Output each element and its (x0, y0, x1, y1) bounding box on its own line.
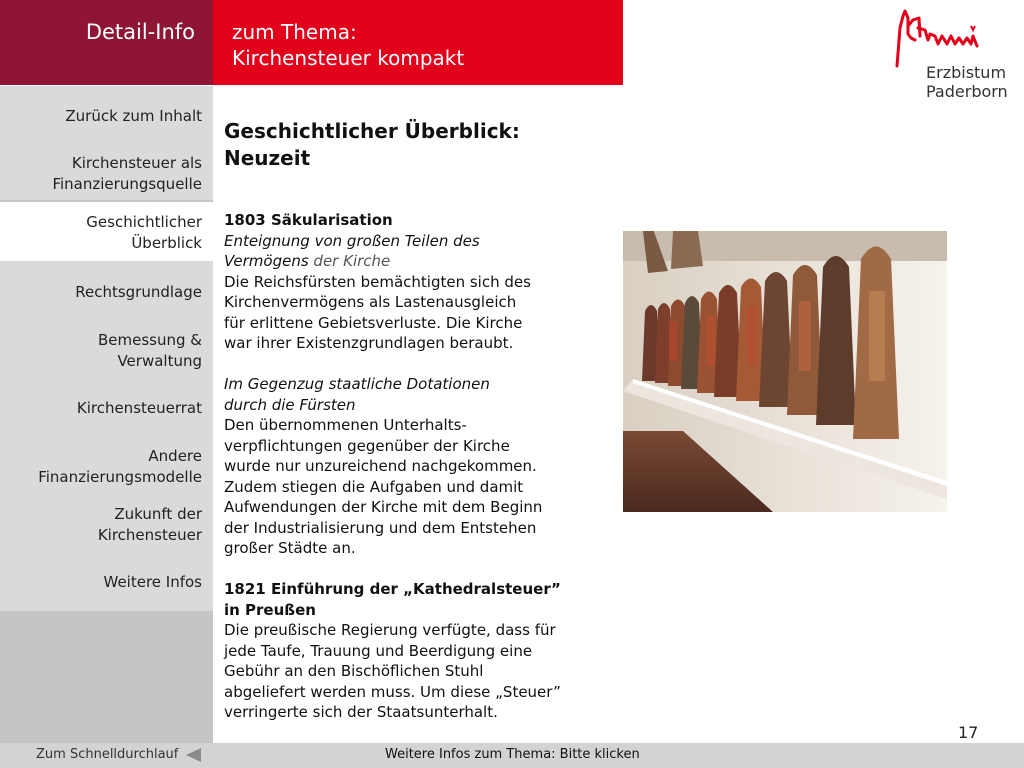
section3-text-line: Gebühr an den Bischöflichen Stuhl (224, 662, 484, 680)
section1-subheading-part-b: der Kirche (313, 252, 391, 270)
logo-mark-icon (893, 8, 983, 68)
sidebar-item-andere-finanzierungsmodelle[interactable] (0, 435, 213, 493)
logo-text-line1: Erzbistum (926, 63, 1007, 82)
section1-subheading-line2 (224, 251, 619, 272)
sidebar-item-zukunft-der-kirchensteuer[interactable] (0, 493, 213, 551)
section2-text-line: großer Städte an. (224, 539, 356, 557)
sidebar-item-bemessung-verwaltung[interactable] (0, 319, 213, 377)
section1-heading: 1803 Säkularisation (224, 211, 393, 229)
section2-text-line: Aufwendungen der Kirche mit dem Beginn (224, 498, 543, 516)
page-title (224, 118, 614, 172)
section3-text-line: abgeliefert werden muss. Um diese „Steuer” (224, 682, 561, 701)
main-content (224, 210, 619, 723)
section2-subheading-line1: Im Gegenzug staatliche Dotationen (224, 375, 490, 393)
section2-text-line: Zudem stiegen die Aufgaben und damit (224, 477, 524, 496)
page-title-line2: Neuzeit (224, 146, 311, 170)
section1-text-line: war ihrer Existenzgrundlagen beraubt. (224, 334, 514, 352)
topic-header (213, 0, 623, 85)
section3-text-line: Die preußische Regierung verfügte, dass für (224, 621, 556, 639)
sidebar-item-zurueck-zum-inhalt[interactable] (0, 86, 213, 142)
sidebar-item-finanzierungsquelle[interactable] (0, 142, 213, 200)
section1-text-line: für erlittene Gebietsverluste. Die Kirche (224, 313, 523, 332)
footer-bar (0, 743, 1024, 768)
section1-subheading-line1: Enteignung von großen Teilen des (224, 231, 480, 250)
more-info-link[interactable]: Weitere Infos zum Thema: Bitte klicken (385, 747, 640, 762)
topic-label: zum Thema: (232, 20, 357, 44)
sidebar-nav (0, 86, 213, 743)
section3-text-line: jede Taufe, Trauung und Beerdigung eine (224, 641, 533, 660)
topic-title: Kirchensteuer kompakt (232, 46, 465, 70)
section3-text-line: verringerte sich der Staatsunterhalt. (224, 703, 498, 721)
section1-text-line: Kirchenvermögens als Lastenausgleich (224, 293, 517, 311)
logo-text-line2: Paderborn (926, 82, 1008, 101)
section2-text-line: verpflichtungen gegenüber der Kirche (224, 436, 510, 455)
sidebar-item-label: Kirchensteuer als Finanzierungsquelle (52, 154, 202, 193)
section2-text-line: Den übernommenen Unterhalts- (224, 416, 467, 434)
sidebar-item-label: Zurück zum Inhalt (65, 107, 202, 125)
section2-subheading-line2: durch die Fürsten (224, 395, 356, 414)
page-title-line1: Geschichtlicher Überblick: (224, 119, 520, 143)
section1-text-line: Die Reichsfürsten bemächtigten sich des (224, 272, 531, 291)
saint-statues-photo (623, 231, 947, 512)
quick-run-link[interactable]: Zum Schnelldurchlauf (36, 747, 179, 762)
section1-subheading-part-a: Vermögens (224, 252, 314, 270)
back-arrow-icon[interactable] (186, 748, 201, 762)
sidebar-item-label: Andere Finanzierungsmodelle (38, 447, 202, 486)
sidebar-item-label: Kirchensteuerrat (76, 399, 202, 417)
sidebar-item-label: Bemessung & Verwaltung (98, 331, 202, 370)
section3-heading-line2: in Preußen (224, 600, 316, 619)
sidebar-item-rechtsgrundlage[interactable] (0, 261, 213, 319)
detail-info-header (0, 0, 213, 85)
sidebar-item-label: Rechtsgrundlage (75, 283, 202, 301)
section3-heading-line1: 1821 Einführung der „Kathedralsteuer” (224, 580, 561, 598)
sidebar-item-kirchensteuerrat[interactable] (0, 377, 213, 435)
sidebar-item-weitere-infos[interactable] (0, 551, 213, 611)
page-number: 17 (958, 723, 979, 742)
sidebar-item-label: Weitere Infos (103, 573, 202, 591)
erzbistum-paderborn-logo (893, 8, 1013, 103)
sidebar-item-geschichtlicher-ueberblick[interactable] (0, 202, 213, 261)
sidebar-item-label: Zukunft der Kirchensteuer (97, 505, 202, 544)
section2-text-line: der Industrialisierung und dem Entstehen (224, 518, 537, 537)
section2-text-line: wurde nur unzureichend nachgekommen. (224, 457, 537, 475)
sidebar-item-label: Geschichtlicher Überblick (86, 213, 202, 252)
detail-info-label: Detail-Info (85, 20, 195, 44)
